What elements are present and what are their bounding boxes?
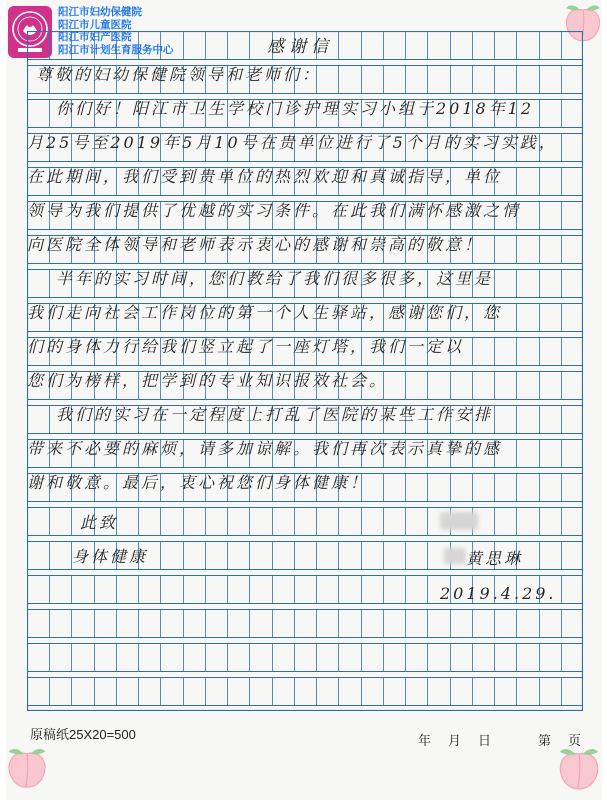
signature-name: 黄思琳	[466, 549, 524, 568]
letter-line: 月25号至2019年5月10号在贵单位进行了5个月的实习实践，	[27, 133, 558, 152]
letter-line: 你们好！阳江市卫生学校门诊护理实习小组于2018年12	[56, 99, 535, 118]
organization-names	[58, 6, 174, 56]
letter-title: 感谢信	[267, 37, 333, 57]
letter-greeting: 尊敬的妇幼保健院领导和老师们：	[36, 65, 322, 84]
signature-date: 2019.4.29.	[440, 584, 557, 603]
redacted-mark	[440, 512, 478, 530]
letter-line: 谢和敬意。最后，衷心祝您们身体健康！	[27, 473, 370, 492]
org-name: 阳江市妇产医院	[58, 31, 132, 43]
org-name: 阳江市妇幼保健院	[58, 6, 142, 18]
letter-line: 领导为我们提供了优越的实习条件。在此我们满怀感激之情	[27, 201, 522, 220]
letter-line: 带来不必要的麻烦，请多加谅解。我们再次表示真挚的感	[27, 439, 503, 458]
letter-closing-wish: 身体健康	[72, 547, 149, 566]
peach-icon	[560, 2, 606, 46]
peach-icon	[2, 744, 52, 794]
letter-line: 在此期间，我们受到贵单位的热烈欢迎和真诚指导，单位	[27, 167, 503, 186]
letter-line: 我们走向社会工作岗位的第一个人生驿站，感谢您们，您	[27, 303, 503, 322]
hospital-logo	[8, 6, 52, 58]
redacted-mark	[444, 548, 466, 564]
org-name: 阳江市计划生育服务中心	[58, 43, 174, 56]
letter-line: 我们的实习在一定程度上打乱了医院的某些工作安排	[56, 405, 494, 424]
letter-line: 们的身体力行给我们竖立起了一座灯塔，我们一定以	[27, 337, 465, 356]
letter-closing: 此致	[80, 513, 119, 532]
letter-line: 您们为榜样，把学到的专业知识报效社会。	[27, 371, 389, 390]
letter-line: 半年的实习时间，您们教给了我们很多很多，这里是	[56, 269, 494, 288]
letter-paper	[6, 0, 602, 800]
paper-spec: 原稿纸25X20=500	[30, 727, 136, 742]
date-page-fields: 年 月 日 第 页	[418, 733, 584, 748]
org-name: 阳江市儿童医院	[58, 18, 132, 31]
peach-icon	[553, 744, 605, 796]
letter-line: 向医院全体领导和老师表示衷心的感谢和崇高的敬意！	[27, 235, 484, 254]
